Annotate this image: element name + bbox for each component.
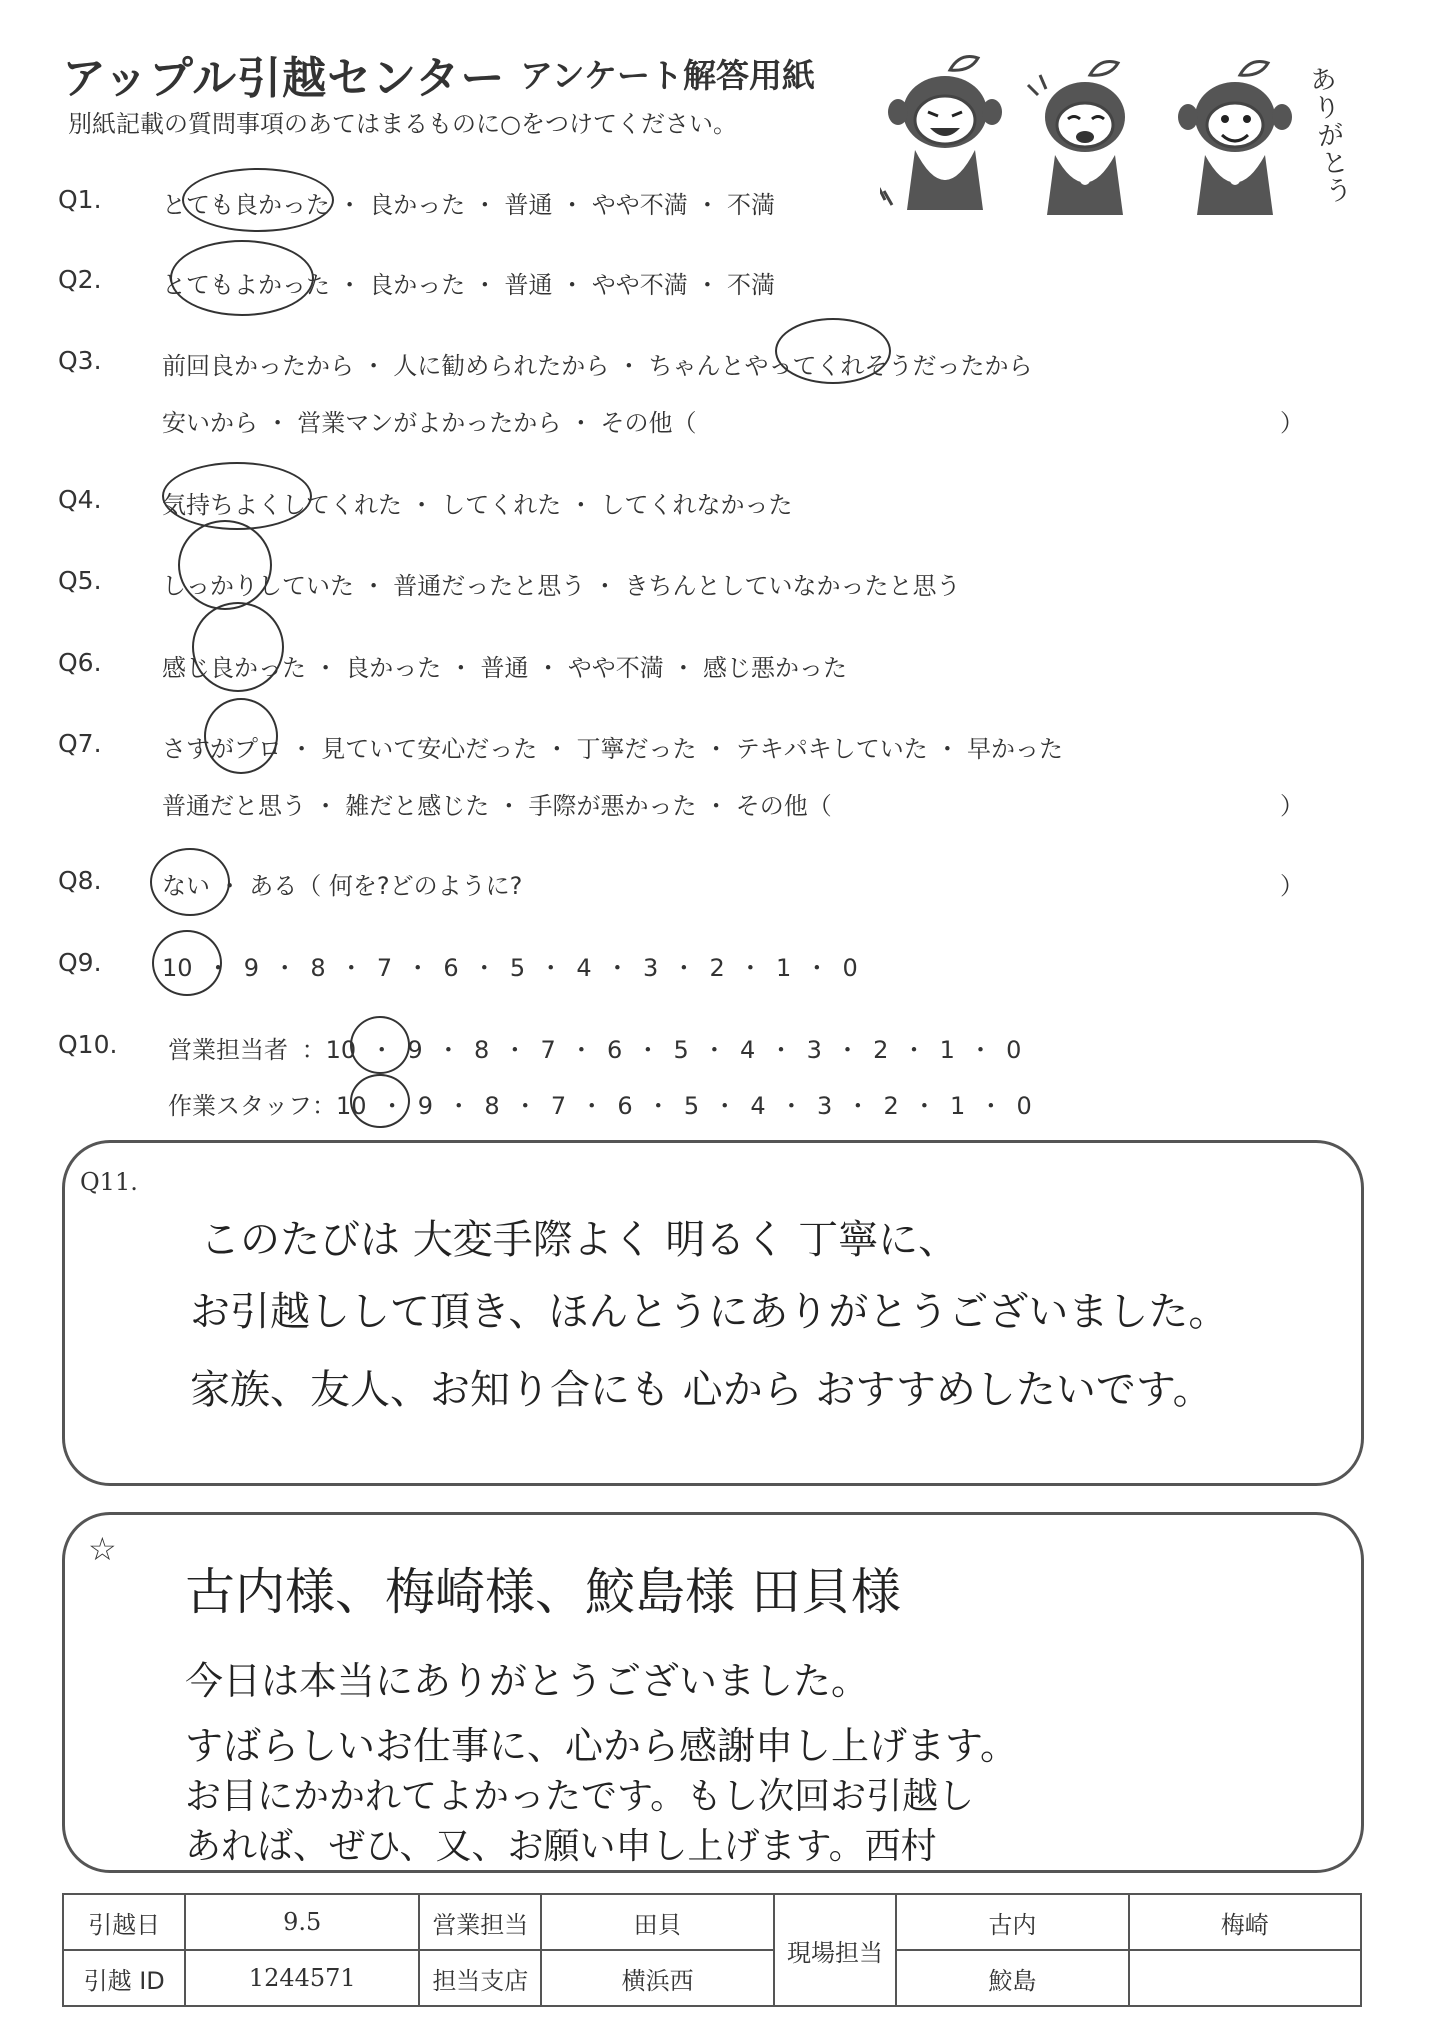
sales-rep-value: 田貝 xyxy=(541,1894,773,1950)
answer-circle-q3 xyxy=(775,318,891,384)
move-date-value: 9.5 xyxy=(185,1894,419,1950)
question-label-q6: Q6. xyxy=(58,648,102,677)
monkey-hands-on-cheeks-icon xyxy=(1020,55,1150,220)
question-options-q10-staff: 作業スタッフ：10 ・ 9 ・ 8 ・ 7 ・ 6 ・ 5 ・ 4 ・ 3 ・ 2 ・ 1 ・ 0 xyxy=(168,1092,1032,1120)
question-label-q9: Q9. xyxy=(58,948,102,977)
question-options-q3-line2: 安いから ・ 営業マンがよかったから ・ その他（ xyxy=(162,409,697,437)
staff-message-line-5: あれば、ぜひ、又、お願い申し上げます。西村 xyxy=(185,1826,937,1867)
close-paren-q7: ） xyxy=(1280,792,1304,820)
site-staff-value-2: 梅崎 xyxy=(1129,1894,1361,1950)
question-label-q8: Q8. xyxy=(58,866,102,895)
question-options-q7-line1: さすがプロ ・ 見ていて安心だった ・ 丁寧だった ・ テキパキしていた ・ 早かった xyxy=(162,735,1064,763)
q11-handwritten-line-3: 家族、友人、お知り合にも 心から おすすめしたいです。 xyxy=(190,1367,1213,1413)
question-options-q3-line1: 前回良かったから ・ 人に勧められたから ・ ちゃんとやってくれそうだったから xyxy=(162,352,1033,380)
question-options-q6: 感じ良かった ・ 良かった ・ 普通 ・ やや不満 ・ 感じ悪かった xyxy=(162,654,848,682)
answer-circle-q7 xyxy=(204,698,278,774)
question-options-q8: ない ・ ある（ 何を?どのように? xyxy=(162,872,523,900)
q11-handwritten-line-1: このたびは 大変手際よく 明るく 丁寧に、 xyxy=(200,1217,959,1263)
answer-circle-q9 xyxy=(152,930,222,996)
question-label-q3: Q3. xyxy=(58,346,102,375)
staff-message-line-1: 古内様、梅崎様、鮫島様 田貝様 xyxy=(185,1563,901,1621)
question-label-q2: Q2. xyxy=(58,265,102,294)
close-paren-q3: ） xyxy=(1280,409,1304,437)
arigato-vertical-text: ありがとう xyxy=(1308,63,1354,209)
site-staff-label: 現場担当 xyxy=(774,1894,896,2006)
question-options-q1: とても良かった ・ 良かった ・ 普通 ・ やや不満 ・ 不満 xyxy=(162,191,776,219)
q11-handwritten-line-2: お引越しして頂き、ほんとうにありがとうございました。 xyxy=(190,1289,1229,1335)
question-options-q10-sales: 営業担当者 ：10 ・ 9 ・ 8 ・ 7 ・ 6 ・ 5 ・ 4 ・ 3 ・ 2 ・ 1 ・ 0 xyxy=(168,1036,1022,1064)
q11-label: Q11. xyxy=(80,1168,138,1196)
branch-label: 担当支店 xyxy=(419,1950,541,2006)
question-label-q10: Q10. xyxy=(58,1030,118,1059)
question-label-q5: Q5. xyxy=(58,566,102,595)
staff-message-line-2: 今日は本当にありがとうございました。 xyxy=(185,1659,870,1703)
question-options-q9: 10 ・ 9 ・ 8 ・ 7 ・ 6 ・ 5 ・ 4 ・ 3 ・ 2 ・ 1 ・ 0 xyxy=(162,954,858,982)
answer-circle-q5 xyxy=(178,520,272,610)
answer-circle-q10-staff xyxy=(350,1074,410,1128)
answer-circle-q6 xyxy=(192,602,284,692)
site-staff-value-empty xyxy=(1129,1950,1361,2006)
question-options-q4: 気持ちよくしてくれた ・ してくれた ・ してくれなかった xyxy=(162,491,793,519)
answer-circle-q10-sales xyxy=(350,1016,410,1074)
instruction-text: 別紙記載の質問事項のあてはまるものに○をつけてください。 xyxy=(68,110,737,138)
monkey-laughing-icon xyxy=(880,50,1010,220)
monkey-smiling-icon xyxy=(1170,55,1300,220)
sales-rep-label: 営業担当 xyxy=(419,1894,541,1950)
move-id-value: 1244571 xyxy=(185,1950,419,2006)
star-mark: ☆ xyxy=(88,1530,117,1568)
survey-company-title: アップル引越センター xyxy=(62,53,506,104)
question-label-q7: Q7. xyxy=(58,729,102,758)
answer-circle-q8 xyxy=(150,848,230,916)
move-date-label: 引越日 xyxy=(63,1894,185,1950)
answer-circle-q1 xyxy=(182,168,334,232)
footer-info-table xyxy=(62,1893,1362,2007)
question-options-q7-line2: 普通だと思う ・ 雑だと感じた ・ 手際が悪かった ・ その他（ xyxy=(162,792,832,820)
staff-message-line-4: お目にかかれてよかったです。もし次回お引越し xyxy=(185,1776,975,1817)
question-options-q5: しっかりしていた ・ 普通だったと思う ・ きちんとしていなかったと思う xyxy=(162,572,961,600)
close-paren-q8: ） xyxy=(1280,872,1304,900)
staff-message-line-3: すばらしいお仕事に、心から感謝申し上げます。 xyxy=(185,1724,1018,1768)
question-options-q2: とてもよかった ・ 良かった ・ 普通 ・ やや不満 ・ 不満 xyxy=(162,271,776,299)
site-staff-value-3: 鮫島 xyxy=(896,1950,1128,2006)
answer-circle-q2 xyxy=(170,240,314,316)
question-label-q1: Q1. xyxy=(58,185,102,214)
question-label-q4: Q4. xyxy=(58,485,102,514)
move-id-label: 引越 ID xyxy=(63,1950,185,2006)
answer-circle-q4 xyxy=(162,462,312,530)
branch-value: 横浜西 xyxy=(541,1950,773,2006)
survey-form-subtitle: アンケート解答用紙 xyxy=(520,56,816,95)
site-staff-value-1: 古内 xyxy=(896,1894,1128,1950)
